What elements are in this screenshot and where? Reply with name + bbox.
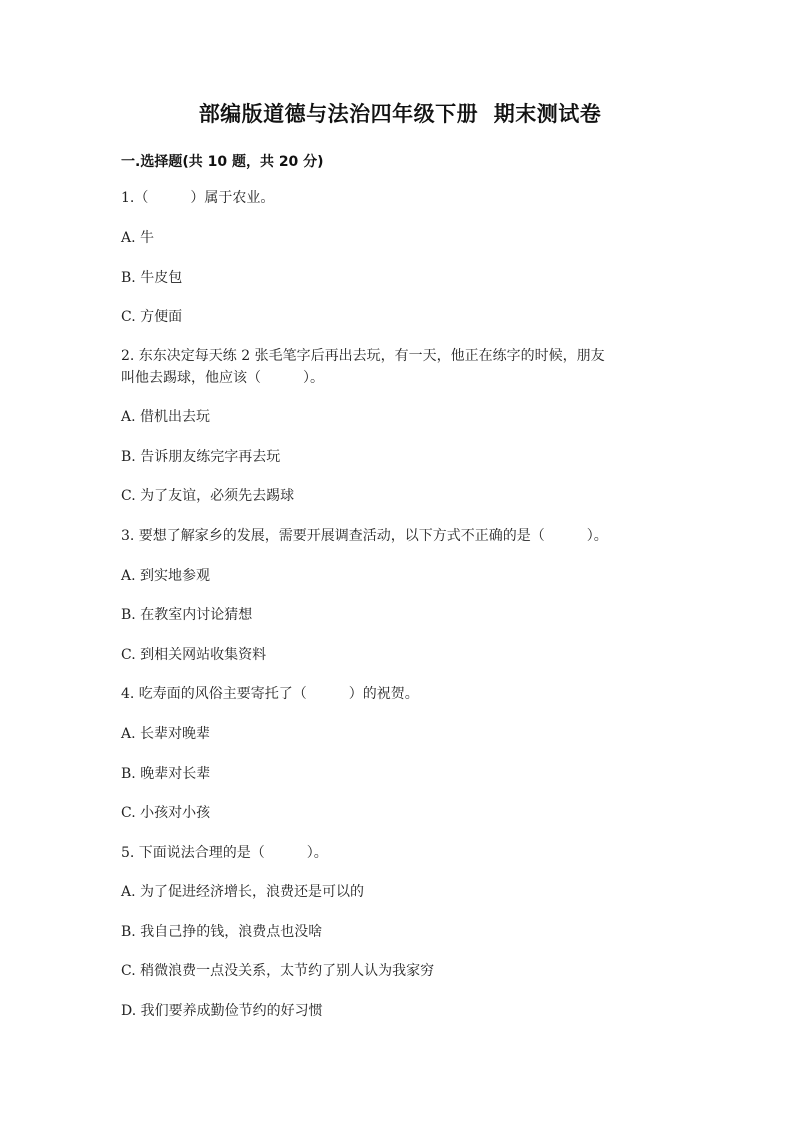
question-2-stem-line-1: 2. 东东决定每天练 2 张毛笔字后再出去玩，有一天，他正在练字的时候，朋友 <box>121 348 605 364</box>
question-2-option-c[interactable]: C. 为了友谊，必须先去踢球 <box>121 488 295 504</box>
question-5-option-d[interactable]: D. 我们要养成勤俭节约的好习惯 <box>121 1003 323 1019</box>
question-2-stem-line-2: 叫他去踢球，他应该（ ）。 <box>121 370 324 386</box>
question-5-stem: 5. 下面说法合理的是（ ）。 <box>121 845 328 861</box>
question-4-stem: 4. 吃寿面的风俗主要寄托了（ ）的祝贺。 <box>121 686 419 702</box>
question-2-option-a[interactable]: A. 借机出去玩 <box>121 409 211 425</box>
question-4-option-c[interactable]: C. 小孩对小孩 <box>121 805 211 821</box>
question-4-option-b[interactable]: B. 晚辈对长辈 <box>121 766 211 782</box>
question-1-option-a[interactable]: A. 牛 <box>121 230 155 246</box>
question-3-option-b[interactable]: B. 在教室内讨论猜想 <box>121 607 253 623</box>
question-3-stem: 3. 要想了解家乡的发展，需要开展调查活动，以下方式不正确的是（ ）。 <box>121 528 608 544</box>
question-1-option-c[interactable]: C. 方便面 <box>121 309 183 325</box>
question-1-option-b[interactable]: B. 牛皮包 <box>121 270 183 286</box>
question-2-option-b[interactable]: B. 告诉朋友练完字再去玩 <box>121 449 281 465</box>
question-4-option-a[interactable]: A. 长辈对晚辈 <box>121 726 211 742</box>
question-3-option-a[interactable]: A. 到实地参观 <box>121 568 211 584</box>
question-3-option-c[interactable]: C. 到相关网站收集资料 <box>121 647 267 663</box>
question-1-stem: 1.（ ）属于农业。 <box>121 190 275 206</box>
question-5-option-a[interactable]: A. 为了促进经济增长，浪费还是可以的 <box>121 884 365 900</box>
question-5-option-b[interactable]: B. 我自己挣的钱，浪费点也没啥 <box>121 924 323 940</box>
question-5-option-c[interactable]: C. 稍微浪费一点没关系，太节约了别人认为我家穷 <box>121 963 435 979</box>
page-title: 部编版道德与法治四年级下册 期末测试卷 <box>198 102 602 126</box>
section-heading: 一.选择题(共 10 题，共 20 分) <box>121 154 324 170</box>
